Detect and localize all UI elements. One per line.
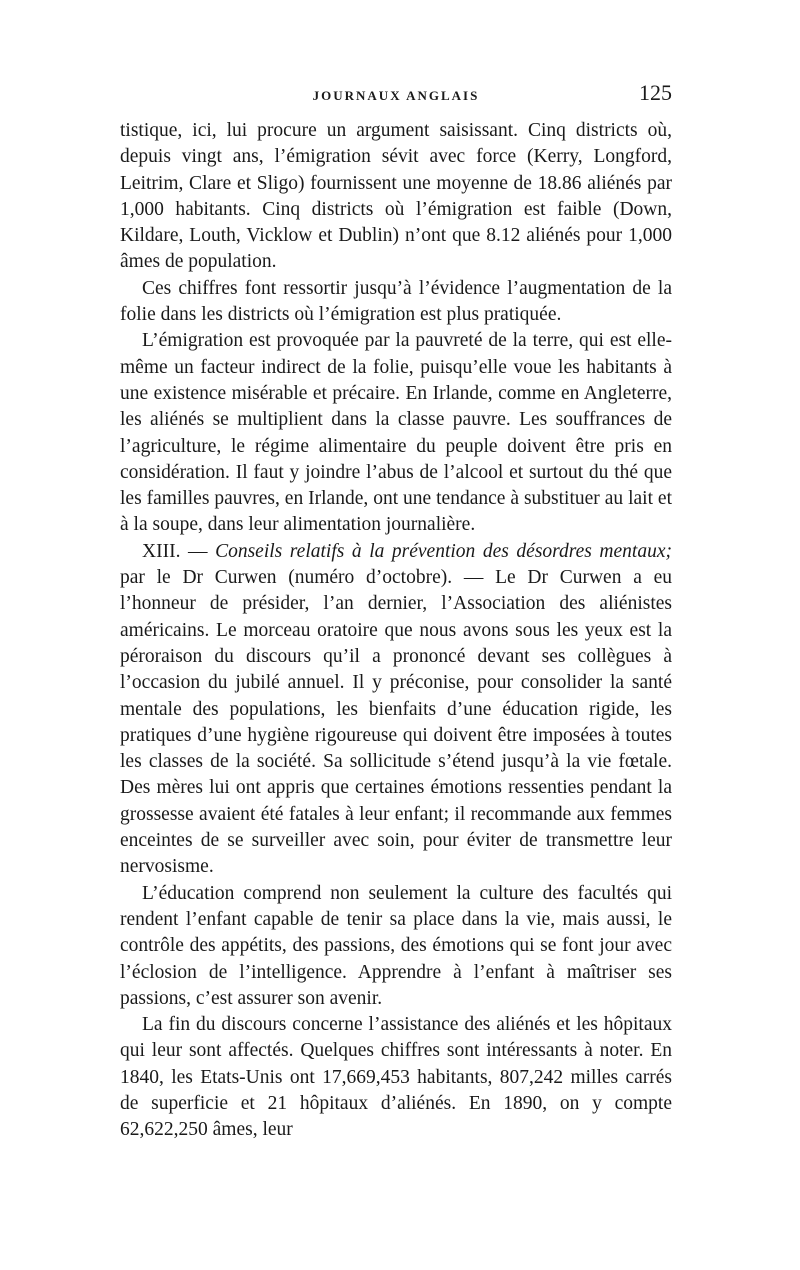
running-head (120, 78, 672, 118)
paragraph: L’émigration est provoquée par la pauvreté de la terre, qui est elle-même un facteur indirect de la folie, puisqu’elle voue les habitants à une existence misérable et précaire. En Irlande, comme en Angleterre, les aliénés se multiplient dans la classe pauvre. Les souffrances de l’agriculture, le régime alimentaire du peuple doivent être pris en considération. Il faut y joindre l’abus de l’alcool et surtout du thé que les familles pauvres, en Irlande, ont une tendance à substituer au lait et à la soupe, dans leur alimentation journalière. (120, 330, 672, 536)
running-title: JOURNAUX ANGLAIS (312, 88, 480, 103)
page-number: 125 (639, 80, 672, 105)
paragraph: Ces chiffres font ressortir jusqu’à l’évidence l’augmentation de la folie dans les districts où l’émigration est plus pratiquée. (120, 277, 672, 326)
paragraph: La fin du discours concerne l’assistance des aliénés et les hôpitaux qui leur sont affectés. Quelques chiffres sont intéressants à noter. En 1840, les Etats-Unis ont 17,669,453 habitants, 807,242 milles carrés de superficie et 21 hôpitaux d’aliénés. En 1890, on y compte 62,622,250 âmes, leur (120, 1014, 672, 1141)
section-title: Conseils relatifs à la prévention des désordres mentaux; (215, 540, 672, 562)
section-text: par le Dr Curwen (numéro d’octobre). — Le Dr Curwen a eu l’honneur de présider, l’an dernier, l’Association des aliénistes américains. Le morceau oratoire que nous avons sous les yeux est la péroraison du discours qu’il a prononcé devant ses collègues à l’occasion du jubilé annuel. Il y préconise, pour consolider la santé mentale des populations, les bienfaits d’une éducation rigide, les pratiques d’une hygiène rigoureuse qui doivent être imposées à toutes les classes de la société. Sa sollicitude s’étend jusqu’à la vie fœtale. Des mères lui ont appris que certaines émotions ressenties pendant la grossesse avaient été fatales à leur enfant; il recommande aux femmes enceintes de se surveiller avec soin, pour éviter de transmettre leur nervosisme. (120, 567, 672, 878)
body-text (120, 118, 672, 1144)
section-paragraph (120, 539, 672, 881)
paragraph: L’éducation comprend non seulement la culture des facultés qui rendent l’enfant capable de tenir sa place dans la vie, mais aussi, le contrôle des appétits, des passions, des émotions qui se font jour avec l’éclosion de l’intelligence. Apprendre à l’enfant à maîtriser ses passions, c’est assurer son avenir. (120, 882, 672, 1009)
book-page (120, 78, 672, 1144)
section-number: XIII. — (142, 540, 216, 562)
paragraph: tistique, ici, lui procure un argument saisissant. Cinq districts où, depuis vingt ans, l’émigration sévit avec force (Kerry, Longford, Leitrim, Clare et Sligo) fournissent une moyenne de 18.86 aliénés par 1,000 habitants. Cinq districts où l’émigration est faible (Down, Kildare, Louth, Vicklow et Dublin) n’ont que 8.12 aliénés pour 1,000 âmes de population. (120, 120, 672, 273)
